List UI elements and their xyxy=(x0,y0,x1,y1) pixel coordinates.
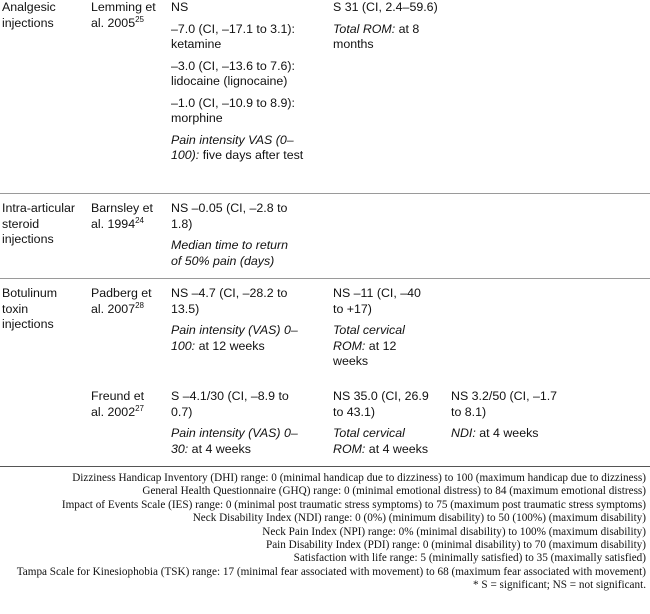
outcome-timing: at 8 months xyxy=(333,21,420,51)
outcome-name: Median time to return of 50% pain (days) xyxy=(171,238,289,268)
footnote-line: Neck Disability Index (NDI) range: 0 (0%) (minimum disability) to 50 (100%) (maximum disability) xyxy=(192,512,646,525)
outcome-measure xyxy=(171,323,301,354)
outcome-timing: at 4 weeks xyxy=(188,441,251,456)
pain-result-cell xyxy=(171,286,301,354)
row-divider xyxy=(0,278,650,279)
outcome-measure xyxy=(451,426,567,442)
outcome-measure xyxy=(171,133,321,164)
outcome-timing: at 12 weeks xyxy=(333,338,397,368)
outcome-name: Total cervical ROM: xyxy=(333,426,405,456)
table-footnotes xyxy=(0,472,646,593)
outcome-name: Pain intensity VAS (0–100): xyxy=(171,132,294,162)
outcome-measure xyxy=(333,426,437,457)
result-value: S 31 (CI, 2.4–59.6) xyxy=(333,0,438,14)
intervention-label: Analgesic injections xyxy=(2,0,56,30)
outcome-timing: at 4 weeks xyxy=(365,441,429,456)
intervention-cell xyxy=(2,201,76,248)
result-value: –7.0 (CI, –17.1 to 3.1): ketamine xyxy=(171,21,295,51)
study-cell xyxy=(91,201,157,232)
study-cell xyxy=(91,286,157,317)
result-value: NS 35.0 (CI, 26.9 to 43.1) xyxy=(333,389,429,419)
study-cell xyxy=(91,389,157,420)
result-value: NS 3.2/50 (CI, –1.7 to 8.1) xyxy=(451,389,558,419)
study-label: Barnsley et al. 1994 xyxy=(91,201,153,231)
rom-result-cell xyxy=(333,389,437,457)
footnote-line: General Health Questionnaire (GHQ) range: 0 (minimal emotional distress) to 84 (maximum emotional distress) xyxy=(142,485,646,498)
intervention-cell xyxy=(2,0,80,31)
study-cell xyxy=(91,0,157,31)
footnote-line: Neck Pain Index (NPI) range: 0% (minimal disability) to 100% (maximum disability) xyxy=(262,525,646,538)
reference-number: 25 xyxy=(135,14,144,24)
outcome-name: NDI: xyxy=(451,426,476,440)
table-bottom-rule xyxy=(0,466,650,467)
outcome-timing: at 4 weeks xyxy=(475,426,539,440)
study-label: Lemming et al. 2005 xyxy=(91,0,156,30)
outcome-measure xyxy=(333,22,441,53)
outcome-name: Total ROM: xyxy=(333,21,396,36)
study-label: Padberg et al. 2007 xyxy=(91,286,152,316)
outcome-name: Pain intensity (VAS) 0–30: xyxy=(171,426,298,456)
reference-number: 24 xyxy=(135,215,144,225)
result-value: NS –4.7 (CI, –28.2 to 13.5) xyxy=(171,286,288,316)
outcome-name: Pain intensity (VAS) 0–100: xyxy=(171,323,298,353)
footnote-line: Impact of Events Scale (IES) range: 0 (minimal post traumatic stress symptoms) to 75 (maximum post traumatic stress symptoms) xyxy=(61,498,646,511)
intervention-cell xyxy=(2,286,76,333)
row-divider xyxy=(0,193,650,194)
result-value: –1.0 (CI, –10.9 to 8.9): morphine xyxy=(171,95,295,125)
outcome-measure xyxy=(333,323,433,370)
pain-result-cell xyxy=(171,389,303,457)
outcome-measure xyxy=(171,238,301,269)
rom-result-cell xyxy=(333,0,441,53)
outcome-timing: at 12 weeks xyxy=(195,338,265,353)
reference-number: 28 xyxy=(135,300,144,310)
outcome-measure xyxy=(171,426,303,457)
footnote-line: Tampa Scale for Kinesiophobia (TSK) range: 17 (minimal fear associated with movement) to 68 (maximum fear associated with movement) xyxy=(16,565,646,578)
pain-result-cell xyxy=(171,201,301,269)
outcome-timing: five days after test xyxy=(199,148,304,162)
intervention-label: Botulinum toxin injections xyxy=(2,286,58,331)
result-value: NS xyxy=(171,0,189,14)
outcome-name: Total cervical ROM: xyxy=(333,323,405,353)
pain-result-cell xyxy=(171,0,321,164)
result-value: NS –11 (CI, –40 to +17) xyxy=(333,286,421,316)
result-value: S –4.1/30 (CI, –8.9 to 0.7) xyxy=(171,389,289,419)
footnote-line: Dizziness Handicap Inventory (DHI) range: 0 (minimal handicap due to dizziness) to 100 (maximum handicap due to dizziness) xyxy=(72,472,646,484)
intervention-label: Intra-articular steroid injections xyxy=(2,201,75,246)
result-value: NS –0.05 (CI, –2.8 to 1.8) xyxy=(171,201,288,231)
footnote-line: Pain Disability Index (PDI) range: 0 (minimal disability) to 70 (maximum disability) xyxy=(265,539,646,552)
rom-result-cell xyxy=(333,286,433,370)
footnote-line: Satisfaction with life range: 5 (minimally satisfied) to 35 (maximally satisfied) xyxy=(293,552,646,565)
study-label: Freund et al. 2002 xyxy=(91,389,145,419)
ndi-result-cell xyxy=(451,389,567,442)
reference-number: 27 xyxy=(135,403,144,413)
result-value: –3.0 (CI, –13.6 to 7.6): lidocaine (lignocaine) xyxy=(171,58,295,88)
footnote-significance: * S = significant; NS = not significant. xyxy=(473,579,646,592)
